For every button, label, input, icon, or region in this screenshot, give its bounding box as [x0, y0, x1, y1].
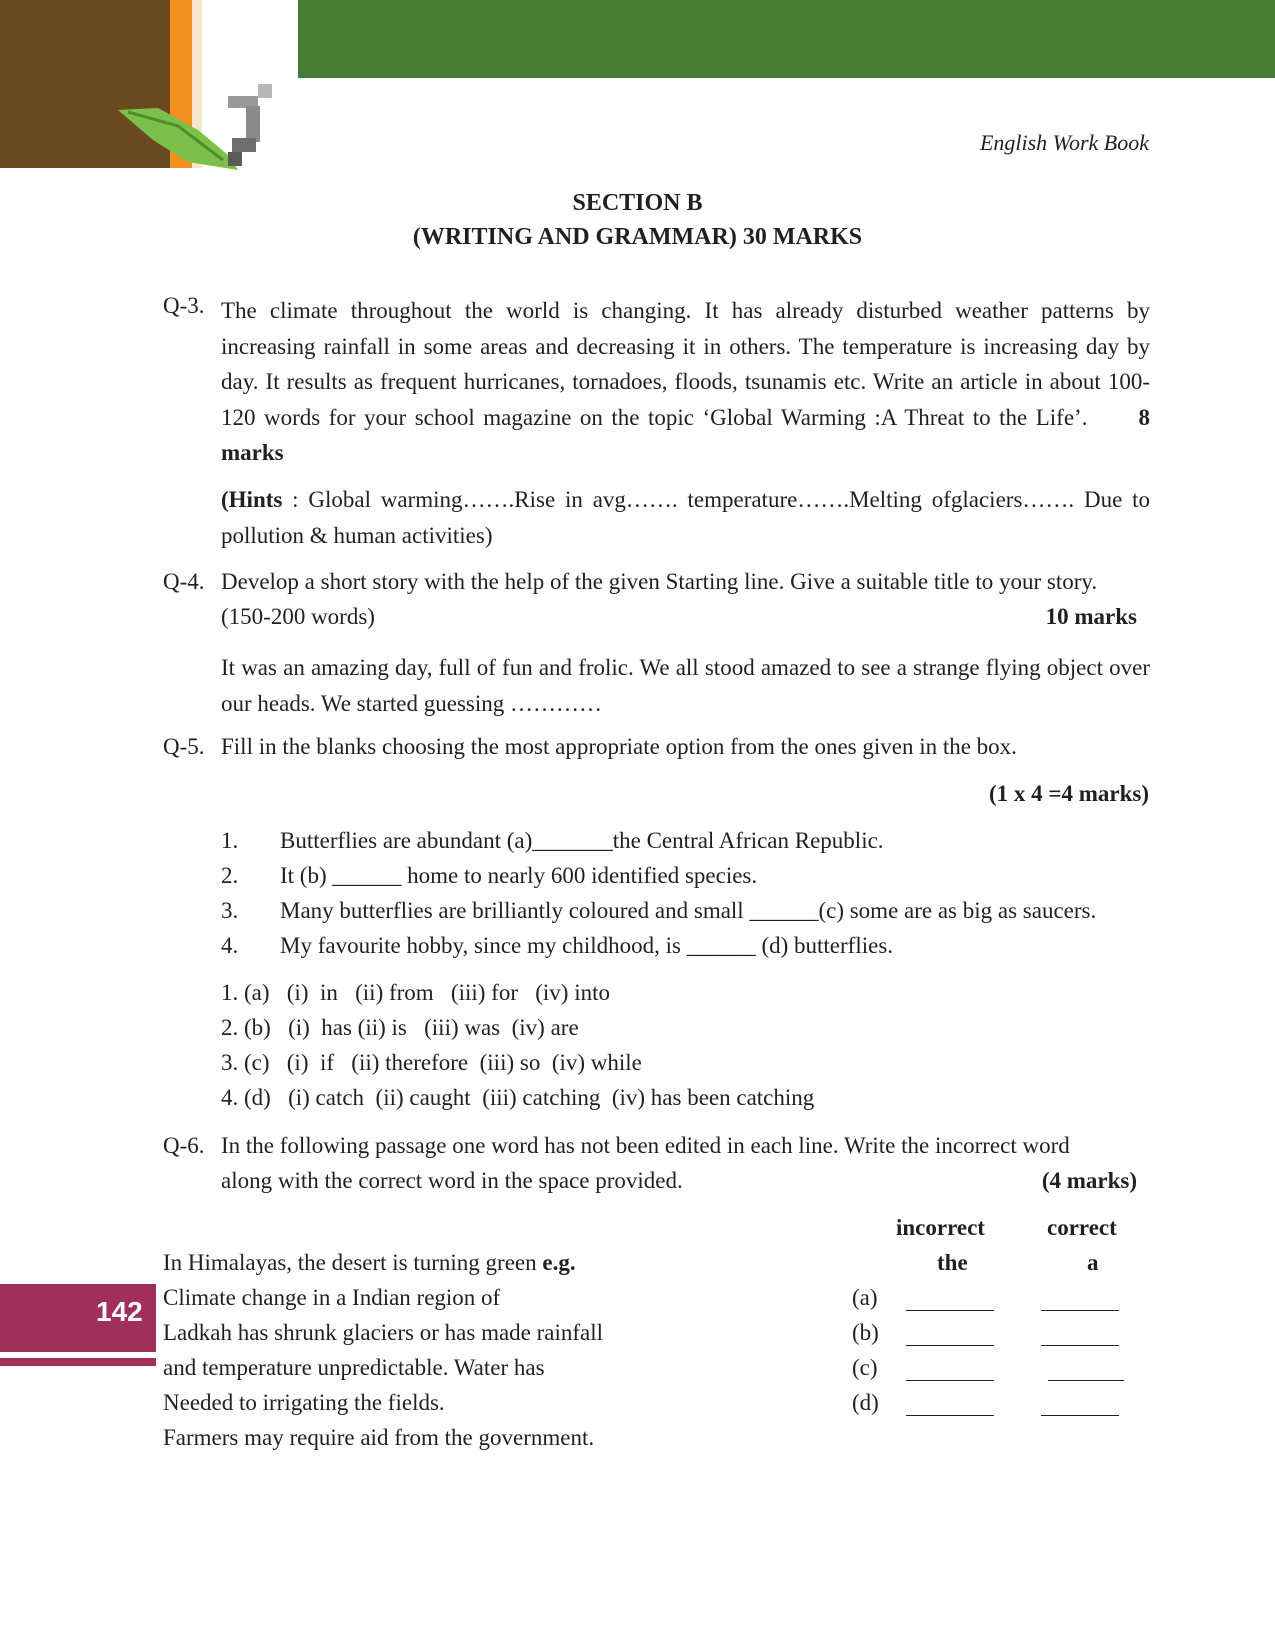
q4-number: Q-4. [163, 569, 205, 594]
q6-correct-blank[interactable] [1041, 1310, 1119, 1311]
q5-marks: (1 x 4 =4 marks) [988, 781, 1149, 806]
q6-marks: (4 marks) [1041, 1168, 1137, 1193]
q6-passage-line: Ladkah has shrunk glaciers or has made rainfall [163, 1320, 604, 1345]
q5-item: It (b) ______ home to nearly 600 identified species. [280, 863, 758, 888]
q6-incorrect-blank[interactable] [906, 1380, 994, 1381]
q4-words: (150-200 words) [221, 604, 375, 629]
q6-example-line [163, 1250, 576, 1276]
q6-col-incorrect: incorrect [896, 1215, 985, 1240]
q4-starting-line: It was an amazing day, full of fun and frolic. We all stood amazed to see a strange flying object over our heads. We started guessing ………… [221, 655, 1150, 716]
q5-option: 1. (a) (i) in (ii) from (iii) for (iv) into [221, 980, 610, 1005]
q6-example-correct: a [1087, 1250, 1099, 1275]
q6-line-label: (a) [852, 1285, 878, 1310]
leaf-icon [118, 100, 238, 170]
q6-number: Q-6. [163, 1133, 205, 1158]
q5-item-number: 3. [221, 898, 239, 923]
q6-incorrect-blank[interactable] [906, 1310, 994, 1311]
pixel-figure-icon [228, 78, 292, 174]
q5-number: Q-5. [163, 734, 205, 759]
q3-number: Q-3. [163, 293, 205, 318]
q5-text: Fill in the blanks choosing the most appropriate option from the ones given in the box. [221, 734, 1017, 759]
q6-correct-blank[interactable] [1041, 1415, 1119, 1416]
q6-incorrect-blank[interactable] [906, 1345, 994, 1346]
q3-marks: 8 marks [221, 404, 1150, 465]
q6-correct-blank[interactable] [1048, 1380, 1124, 1381]
q6-col-correct: correct [1047, 1215, 1117, 1240]
q6-example-tag: e.g. [542, 1250, 576, 1275]
q6-line-label: (d) [852, 1390, 879, 1415]
section-subtitle: (WRITING AND GRAMMAR) 30 MARKS [412, 224, 863, 250]
q6-line-label: (b) [852, 1320, 879, 1345]
q6-example-incorrect: the [937, 1250, 968, 1275]
section-title: SECTION B [572, 190, 703, 216]
q5-item: My favourite hobby, since my childhood, is ______ (d) butterflies. [280, 933, 894, 958]
q3-hints-text: : Global warming…….Rise in avg……. temperature…….Melting ofglaciers……. Due to pollution & human activities) [221, 487, 1150, 548]
q4-marks: 10 marks [1045, 604, 1137, 629]
q5-option: 3. (c) (i) if (ii) therefore (iii) so (iv) while [221, 1050, 642, 1075]
page-number-tab-underline [0, 1358, 156, 1366]
q6-passage-line: and temperature unpredictable. Water has [163, 1355, 545, 1380]
q3-question: The climate throughout the world is changing. It has already disturbed weather patterns by increasing rainfall in some areas and decreasing it in others. The temperature is increasing day by day. It results as frequent hurricanes, tornadoes, floods, tsunamis etc. Write an article in about 100-120 words for your school magazine on the topic ‘Global Warming :A Threat to the Life’. [221, 298, 1150, 430]
q5-item: Butterflies are abundant (a)_______the Central African Republic. [280, 828, 884, 853]
book-title: English Work Book [979, 130, 1149, 155]
q6-passage-line: Climate change in a Indian region of [163, 1285, 501, 1310]
q6-line-label: (c) [852, 1355, 878, 1380]
q6-example-text: In Himalayas, the desert is turning green [163, 1250, 543, 1275]
q3-hints-label: (Hints [221, 487, 283, 512]
q5-option: 4. (d) (i) catch (ii) caught (iii) catching (iv) has been catching [221, 1085, 815, 1110]
q3-text [221, 293, 1150, 471]
q6-incorrect-blank[interactable] [906, 1415, 994, 1416]
q5-item-number: 2. [221, 863, 239, 888]
q3-hints [221, 482, 1150, 553]
q6-passage-line: Needed to irrigating the fields. [163, 1390, 445, 1415]
q4-line1: Develop a short story with the help of the given Starting line. Give a suitable title to your story. [221, 569, 1098, 594]
q5-item-number: 1. [221, 828, 239, 853]
page-number: 142 [96, 1296, 143, 1327]
q5-option: 2. (b) (i) has (ii) is (iii) was (iv) are [221, 1015, 579, 1040]
q6-last-line: Farmers may require aid from the government. [163, 1425, 595, 1450]
q6-correct-blank[interactable] [1041, 1345, 1119, 1346]
header-green-bar [298, 0, 1275, 78]
q6-line1: In the following passage one word has not been edited in each line. Write the incorrect word [221, 1133, 1070, 1158]
q5-item: Many butterflies are brilliantly coloured and small ______(c) some are as big as saucers. [280, 898, 1097, 923]
q6-line2: along with the correct word in the space provided. [221, 1168, 683, 1193]
q5-item-number: 4. [221, 933, 239, 958]
